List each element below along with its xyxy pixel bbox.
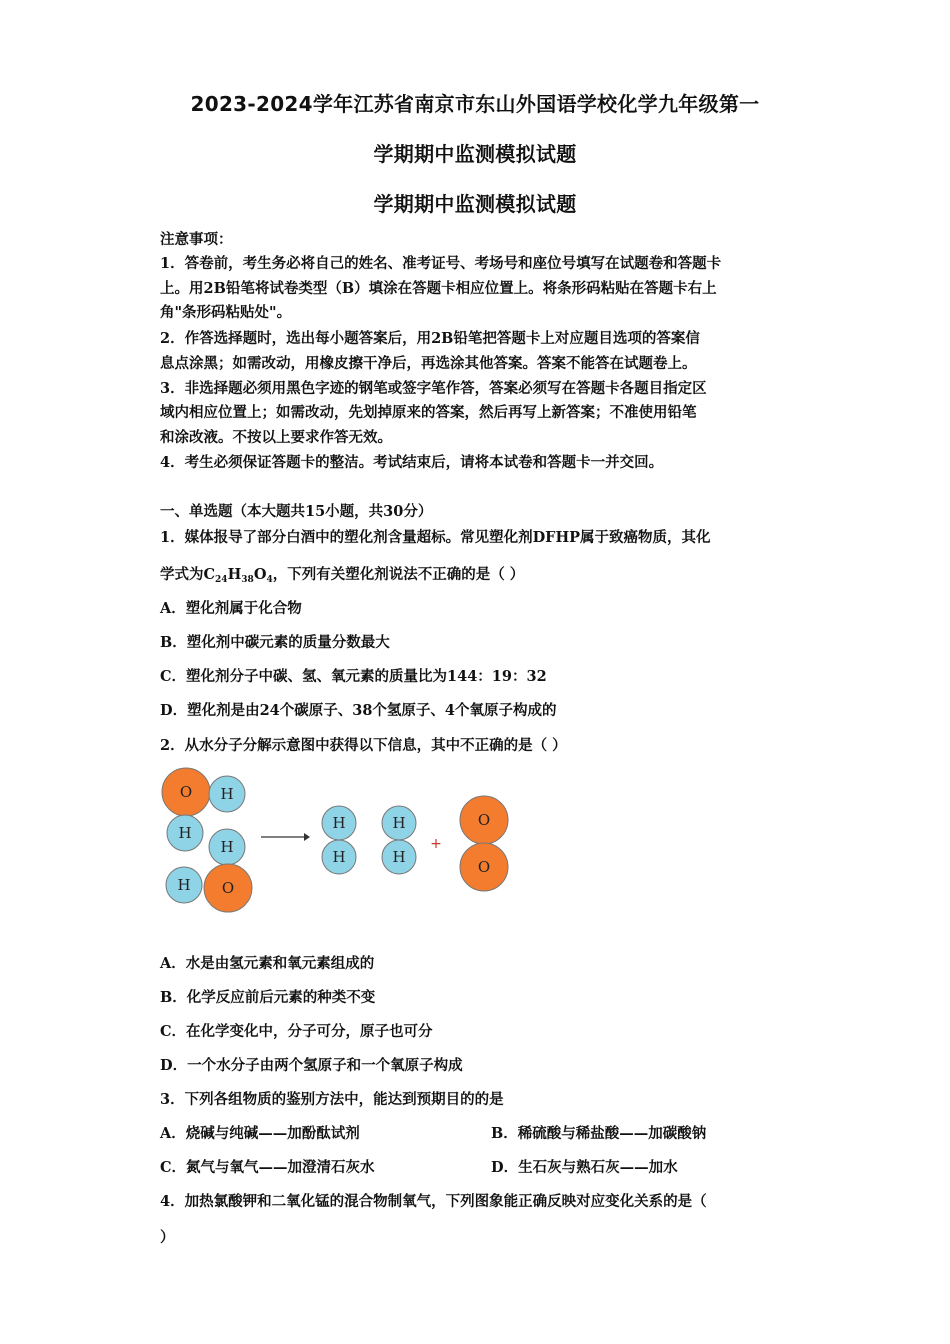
q3-option-c: C．氮气与氧气——加澄清石灰水	[160, 1159, 375, 1176]
q1-stem-line-2	[160, 563, 800, 585]
hydrogen-molecule-2	[382, 806, 416, 874]
notice-line: 4．考生必须保证答题卡的整洁。考试结束后，请将本试卷和答题卡一并交回。	[160, 454, 664, 471]
q1-stem-suffix: ，下列有关塑化剂说法不正确的是（ ）	[272, 566, 525, 583]
notice-line: 和涂改液。不按以上要求作答无效。	[160, 429, 392, 446]
notice-line: 2．作答选择题时，选出每小题答案后，用2B铅笔把答题卡上对应题目选项的答案信	[160, 330, 700, 347]
q1-stem-line-1: 1．媒体报导了部分白酒中的塑化剂含量超标。常见塑化剂DFHP属于致癌物质，其化	[160, 529, 711, 546]
notice-line: 角"条形码粘贴处"。	[160, 304, 292, 321]
hydrogen-label: H	[220, 838, 234, 856]
q2-option-d: D．一个水分子由两个氢原子和一个氧原子构成	[160, 1057, 463, 1074]
q3-option-a: A．烧碱与纯碱——加酚酞试剂	[160, 1125, 360, 1142]
q2-option-a: A．水是由氢元素和氧元素组成的	[160, 955, 375, 972]
hydrogen-molecule-1	[322, 806, 356, 874]
q3-option-b: B．稀硫酸与稀盐酸——加碳酸钠	[491, 1125, 707, 1142]
formula: $C_{24}H_{38}O_4$	[203, 566, 273, 585]
q1-option-d: D．塑化剂是由24个碳原子、38个氢原子、4个氧原子构成的	[160, 702, 557, 719]
hydrogen-label: H	[332, 848, 346, 866]
hydrogen-label: H	[177, 876, 191, 894]
q3-stem: 3．下列各组物质的鉴别方法中，能达到预期目的的是	[160, 1091, 504, 1108]
oxygen-label: O	[221, 879, 235, 897]
notice-line: 3．非选择题必须用黑色字迹的钢笔或签字笔作答，答案必须写在答题卡各题目指定区	[160, 380, 707, 397]
notice-line: 息点涂黑；如需改动，用橡皮擦干净后，再选涂其他答案。答案不能答在试题卷上。	[160, 355, 697, 372]
water-decomposition-diagram	[158, 765, 518, 915]
hydrogen-label: H	[392, 814, 406, 832]
hydrogen-label: H	[392, 848, 406, 866]
q1-option-a: A．塑化剂属于化合物	[160, 600, 302, 617]
notice-line: 域内相应位置上；如需改动，先划掉原来的答案，然后再写上新答案；不准使用铅笔	[160, 404, 697, 421]
reaction-arrow	[261, 833, 310, 841]
q1-option-c: C．塑化剂分子中碳、氢、氧元素的质量比为144：19：32	[160, 668, 547, 685]
hydrogen-label: H	[332, 814, 346, 832]
title-line-2: 学期期中监测模拟试题	[373, 142, 577, 166]
title-line-1: 2023-2024学年江苏省南京市东山外国语学校化学九年级第一	[190, 92, 760, 116]
q2-option-c: C．在化学变化中，分子可分，原子也可分	[160, 1023, 433, 1040]
q4-stem-line-1: 4．加热氯酸钾和二氧化锰的混合物制氧气，下列图象能正确反映对应变化关系的是（	[160, 1193, 707, 1210]
q4-stem-line-2: ）	[160, 1229, 175, 1246]
q1-stem-prefix: 学式为	[160, 566, 204, 583]
oxygen-label: O	[477, 811, 491, 829]
hydrogen-label: H	[178, 824, 192, 842]
q2-stem: 2．从水分子分解示意图中获得以下信息，其中不正确的是（ ）	[160, 737, 567, 754]
plus-sign: +	[430, 836, 442, 852]
oxygen-label: O	[179, 783, 193, 801]
oxygen-molecule	[460, 796, 508, 891]
q1-option-b: B．塑化剂中碳元素的质量分数最大	[160, 634, 390, 651]
oxygen-label: O	[477, 858, 491, 876]
notice-heading: 注意事项：	[160, 231, 233, 248]
title-line-3: 学期期中监测模拟试题	[373, 192, 577, 216]
q2-option-b: B．化学反应前后元素的种类不变	[160, 989, 376, 1006]
notice-line: 1．答卷前，考生务必将自己的姓名、准考证号、考场号和座位号填写在试题卷和答题卡	[160, 255, 722, 272]
q3-option-d: D．生石灰与熟石灰——加水	[491, 1159, 678, 1176]
hydrogen-label: H	[220, 785, 234, 803]
notice-line: 上。用2B铅笔将试卷类型（B）填涂在答题卡相应位置上。将条形码粘贴在答题卡右上	[160, 280, 717, 297]
section-heading: 一、单选题（本大题共15小题，共30分）	[160, 503, 433, 520]
